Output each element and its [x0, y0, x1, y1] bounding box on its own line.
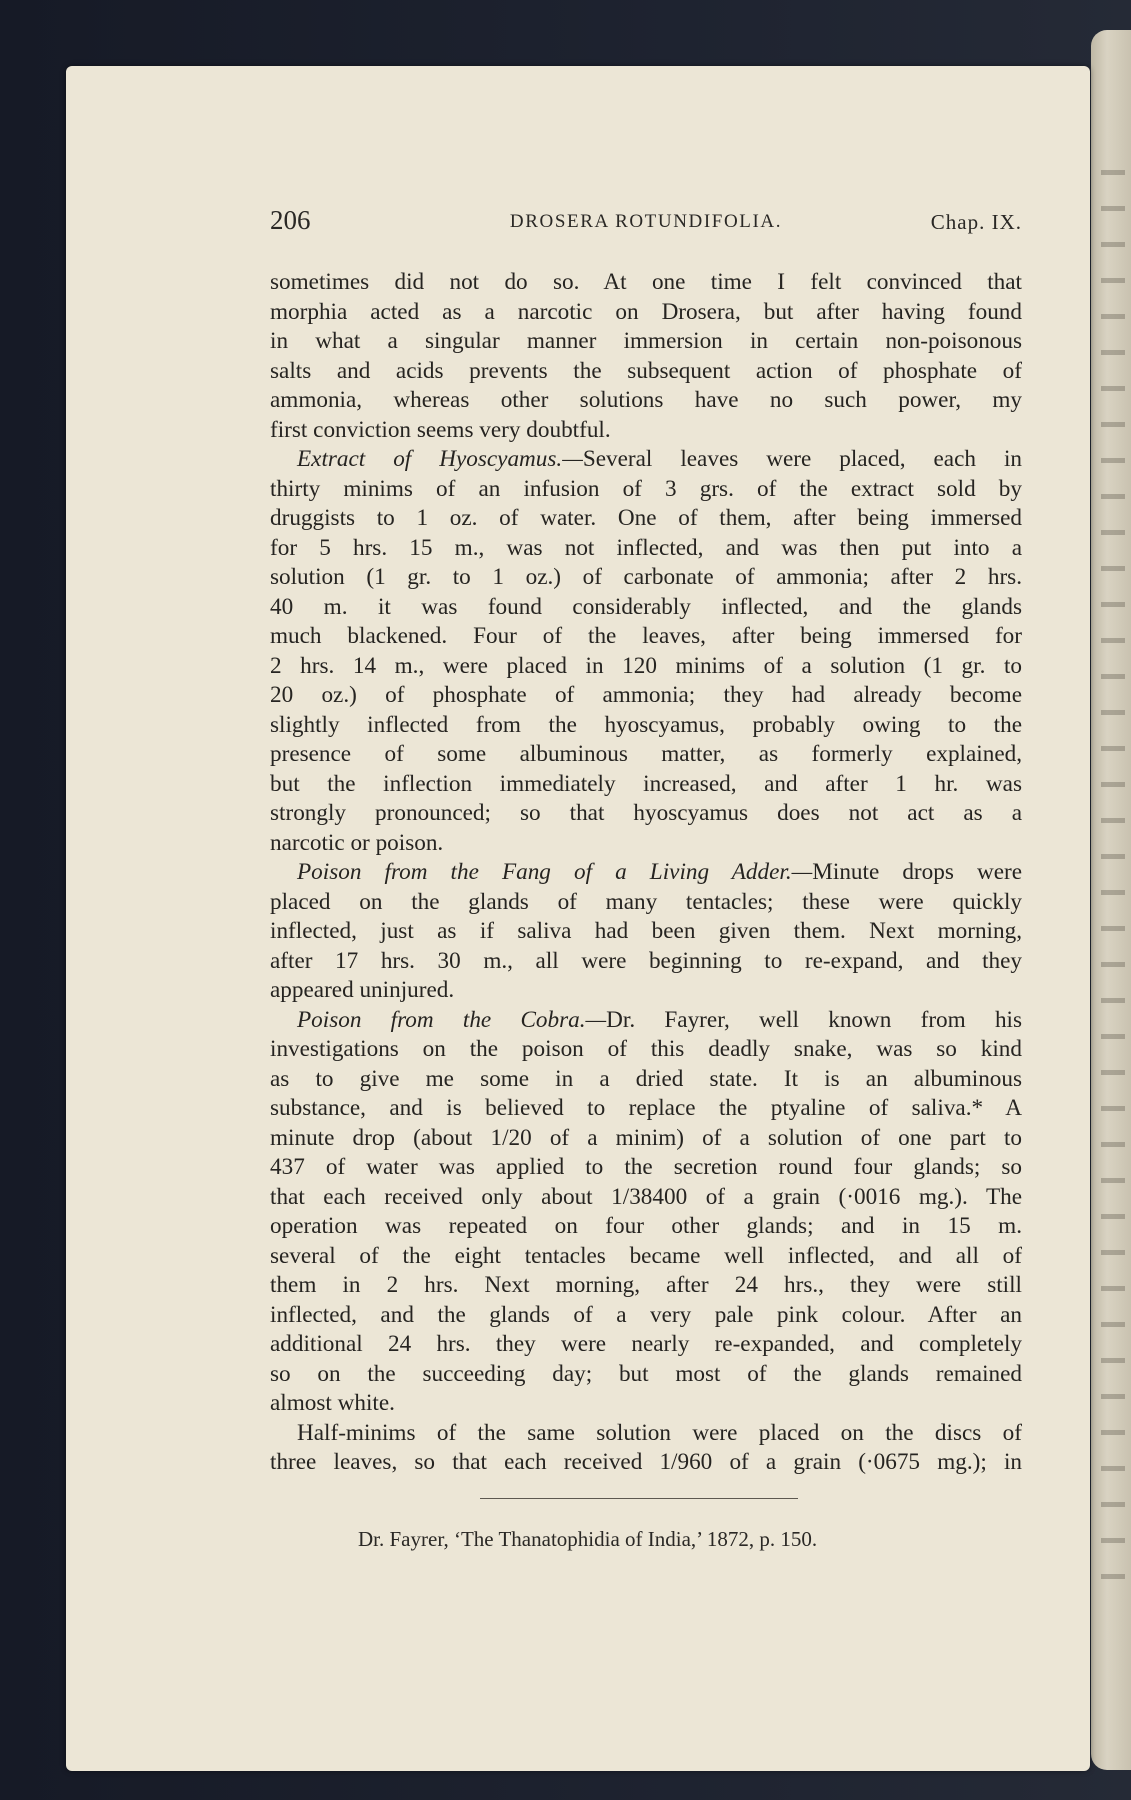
- text-line: 20 oz.) of phosphate of ammonia; they had already become: [270, 682, 1022, 708]
- text-line: placed on the glands of many tentacles; these were quickly: [270, 888, 1022, 915]
- text-line: solution (1 gr. to 1 oz.) of carbonate of ammonia; after 2 hrs.: [270, 564, 1022, 590]
- bleed-mark: [1101, 710, 1125, 715]
- page-number: 206: [270, 205, 311, 235]
- chapter-label: Chap. IX.: [930, 210, 1022, 234]
- text-line: three leaves, so that each received 1/960 of a grain (·0675 mg.); in: [270, 1449, 1022, 1475]
- run-in-heading: Poison from the Cobra.—: [297, 1006, 607, 1033]
- text-line: thirty minims of an infusion of 3 grs. of the extract sold by: [270, 475, 1022, 502]
- text-line: first conviction seems very doubtful.: [270, 416, 611, 443]
- text-line: appeared uninjured.: [270, 977, 455, 1003]
- bleed-mark: [1101, 1322, 1125, 1327]
- bleed-mark: [1101, 170, 1125, 175]
- text-line: in what a singular manner immersion in certain non-poisonous: [270, 328, 1022, 354]
- page-header: [270, 205, 1022, 243]
- bleed-mark: [1101, 1286, 1125, 1291]
- bleed-mark: [1101, 350, 1125, 355]
- bleed-mark: [1101, 314, 1125, 319]
- text-line: as to give me some in a dried state. It is an albuminous: [270, 1065, 1022, 1092]
- bleed-mark: [1101, 1430, 1125, 1435]
- bleed-mark: [1101, 458, 1125, 463]
- text-line: presence of some albuminous matter, as formerly explained,: [270, 741, 1022, 767]
- bleed-mark: [1101, 530, 1125, 535]
- text-line: them in 2 hrs. Next morning, after 24 hrs., they were still: [270, 1272, 1022, 1298]
- bleed-mark: [1101, 1538, 1125, 1543]
- text-line: after 17 hrs. 30 m., all were beginning to re-expand, and they: [270, 947, 1022, 974]
- bleed-mark: [1101, 1502, 1125, 1507]
- text-line: strongly pronounced; so that hyoscyamus does not act as a: [270, 800, 1022, 826]
- text-line: that each received only about 1/38400 of a grain (·0016 mg.). The: [270, 1183, 1022, 1210]
- bleed-mark: [1101, 1358, 1125, 1363]
- text-line: druggists to 1 oz. of water. One of them, after being immersed: [270, 505, 1022, 531]
- bleed-mark: [1101, 1394, 1125, 1399]
- text-line: narcotic or poison.: [270, 829, 444, 856]
- bleed-mark: [1101, 1070, 1125, 1075]
- bleed-mark: [1101, 206, 1125, 211]
- text-line: 40 m. it was found considerably inflected, and the glands: [270, 593, 1022, 620]
- text-line: almost white.: [270, 1390, 395, 1416]
- bleed-mark: [1101, 422, 1125, 427]
- text-line: Poison from the Fang of a Living Adder.—Minute drops were: [297, 859, 1023, 885]
- bleed-mark: [1101, 674, 1125, 679]
- text-line: ammonia, whereas other solutions have no such power, my: [270, 387, 1022, 413]
- bleed-mark: [1101, 1214, 1125, 1219]
- text-line: additional 24 hrs. they were nearly re-expanded, and completely: [270, 1331, 1022, 1357]
- bleed-mark: [1101, 494, 1125, 499]
- text-line: sometimes did not do so. At one time I felt convinced that: [270, 269, 1022, 295]
- bleed-mark: [1101, 854, 1125, 859]
- text-line: 2 hrs. 14 m., were placed in 120 minims of a solution (1 gr. to: [270, 652, 1022, 679]
- bleed-mark: [1101, 386, 1125, 391]
- text-line: 437 of water was applied to the secretion round four glands; so: [270, 1154, 1022, 1180]
- next-page-edge: [1091, 30, 1131, 1770]
- text-line: Half-minims of the same solution were placed on the discs of: [297, 1419, 1022, 1446]
- bleed-mark: [1101, 1178, 1125, 1183]
- text-line: minute drop (about 1/20 of a minim) of a solution of one part to: [270, 1124, 1022, 1151]
- text-line: much blackened. Four of the leaves, after being immersed for: [270, 623, 1022, 649]
- text-line: but the inflection immediately increased, and after 1 hr. was: [270, 770, 1022, 797]
- text-line: slightly inflected from the hyoscyamus, probably owing to the: [270, 711, 1022, 738]
- bleed-mark: [1101, 998, 1125, 1003]
- bleed-mark: [1101, 926, 1125, 931]
- text-line: Poison from the Cobra.—Dr. Fayrer, well known from his: [297, 1006, 1022, 1033]
- text-line: investigations on the poison of this deadly snake, was so kind: [270, 1036, 1022, 1062]
- bleed-mark: [1101, 1250, 1125, 1255]
- bleed-mark: [1101, 1034, 1125, 1039]
- bleed-mark: [1101, 818, 1125, 823]
- bleed-mark: [1101, 1466, 1125, 1471]
- bleed-mark: [1101, 602, 1125, 607]
- text-line: for 5 hrs. 15 m., was not inflected, and was then put into a: [270, 534, 1022, 561]
- text-line: operation was repeated on four other glands; and in 15 m.: [270, 1213, 1022, 1239]
- text-line: morphia acted as a narcotic on Drosera, but after having found: [270, 298, 1022, 325]
- bleed-mark: [1101, 782, 1125, 787]
- run-in-heading: Poison from the Fang of a Living Adder.—: [297, 859, 813, 885]
- bleed-mark: [1101, 1106, 1125, 1111]
- text-line: substance, and is believed to replace the ptyaline of saliva.* A: [270, 1095, 1022, 1121]
- text-line: salts and acids prevents the subsequent action of phosphate of: [270, 357, 1022, 384]
- running-title: DROSERA ROTUNDIFOLIA.: [509, 211, 783, 232]
- text-line: inflected, just as if saliva had been given them. Next morning,: [270, 918, 1022, 944]
- text-line: several of the eight tentacles became well inflected, and all of: [270, 1242, 1022, 1269]
- text-line: Extract of Hyoscyamus.—Several leaves were placed, each in: [297, 446, 1022, 472]
- bleed-mark: [1101, 746, 1125, 751]
- bleed-mark: [1101, 1574, 1125, 1579]
- body-text: [270, 268, 1022, 1478]
- bleed-mark: [1101, 962, 1125, 967]
- bleed-mark: [1101, 566, 1125, 571]
- bleed-mark: [1101, 242, 1125, 247]
- bleed-mark: [1101, 278, 1125, 283]
- bleed-mark: [1101, 890, 1125, 895]
- bleed-mark: [1101, 638, 1125, 643]
- text-line: inflected, and the glands of a very pale pink colour. After an: [270, 1301, 1022, 1328]
- footnote-rule: [480, 1498, 798, 1499]
- bleed-mark: [1101, 1142, 1125, 1147]
- footnote: Dr. Fayrer, ‘The Thanatophidia of India,’ 1872, p. 150.: [358, 1527, 818, 1551]
- run-in-heading: Extract of Hyoscyamus.—: [297, 446, 583, 472]
- text-line: so on the succeeding day; but most of the glands remained: [270, 1360, 1022, 1387]
